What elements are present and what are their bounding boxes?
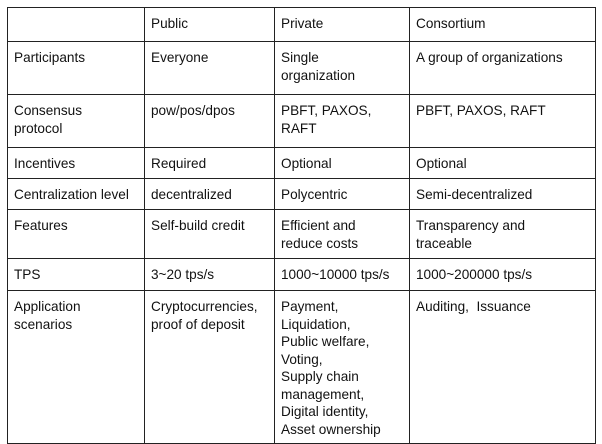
- consortium-cell: PBFT, PAXOS, RAFT: [410, 95, 596, 148]
- header-row: [8, 8, 596, 42]
- header-cell-consortium: Consortium: [410, 8, 596, 42]
- public-cell: pow/pos/dpos: [145, 95, 275, 148]
- row-label-cell: Features: [8, 210, 145, 259]
- consortium-cell: Semi-decentralized: [410, 179, 596, 210]
- row-label-cell: Consensus protocol: [8, 95, 145, 148]
- private-cell: Optional: [275, 148, 410, 179]
- header-cell-public: Public: [145, 8, 275, 42]
- row-label-cell: Incentives: [8, 148, 145, 179]
- consortium-cell: Transparency and traceable: [410, 210, 596, 259]
- consortium-cell: 1000~200000 tps/s: [410, 259, 596, 291]
- table-body: [8, 8, 596, 444]
- table-row: [8, 210, 596, 259]
- private-cell: Polycentric: [275, 179, 410, 210]
- header-cell-empty: [8, 8, 145, 42]
- row-label-cell: Application scenarios: [8, 291, 145, 444]
- row-label-cell: TPS: [8, 259, 145, 291]
- private-cell: PBFT, PAXOS, RAFT: [275, 95, 410, 148]
- public-cell: Required: [145, 148, 275, 179]
- table-row: [8, 291, 596, 444]
- table-row: [8, 179, 596, 210]
- public-cell: decentralized: [145, 179, 275, 210]
- public-cell: Self-build credit: [145, 210, 275, 259]
- consortium-cell: Optional: [410, 148, 596, 179]
- table-row: [8, 148, 596, 179]
- private-cell: Payment, Liquidation, Public welfare, Voting, Supply chain management, Digital identity, Asset ownership: [275, 291, 410, 444]
- consortium-cell: A group of organizations: [410, 42, 596, 95]
- row-label-cell: Participants: [8, 42, 145, 95]
- table-row: [8, 95, 596, 148]
- public-cell: Cryptocurrencies, proof of deposit: [145, 291, 275, 444]
- private-cell: Efficient and reduce costs: [275, 210, 410, 259]
- header-cell-private: Private: [275, 8, 410, 42]
- table-row: [8, 259, 596, 291]
- private-cell: Single organization: [275, 42, 410, 95]
- table-row: [8, 42, 596, 95]
- private-cell: 1000~10000 tps/s: [275, 259, 410, 291]
- comparison-table: [7, 7, 596, 444]
- consortium-cell: Auditing, Issuance: [410, 291, 596, 444]
- public-cell: 3~20 tps/s: [145, 259, 275, 291]
- row-label-cell: Centralization level: [8, 179, 145, 210]
- public-cell: Everyone: [145, 42, 275, 95]
